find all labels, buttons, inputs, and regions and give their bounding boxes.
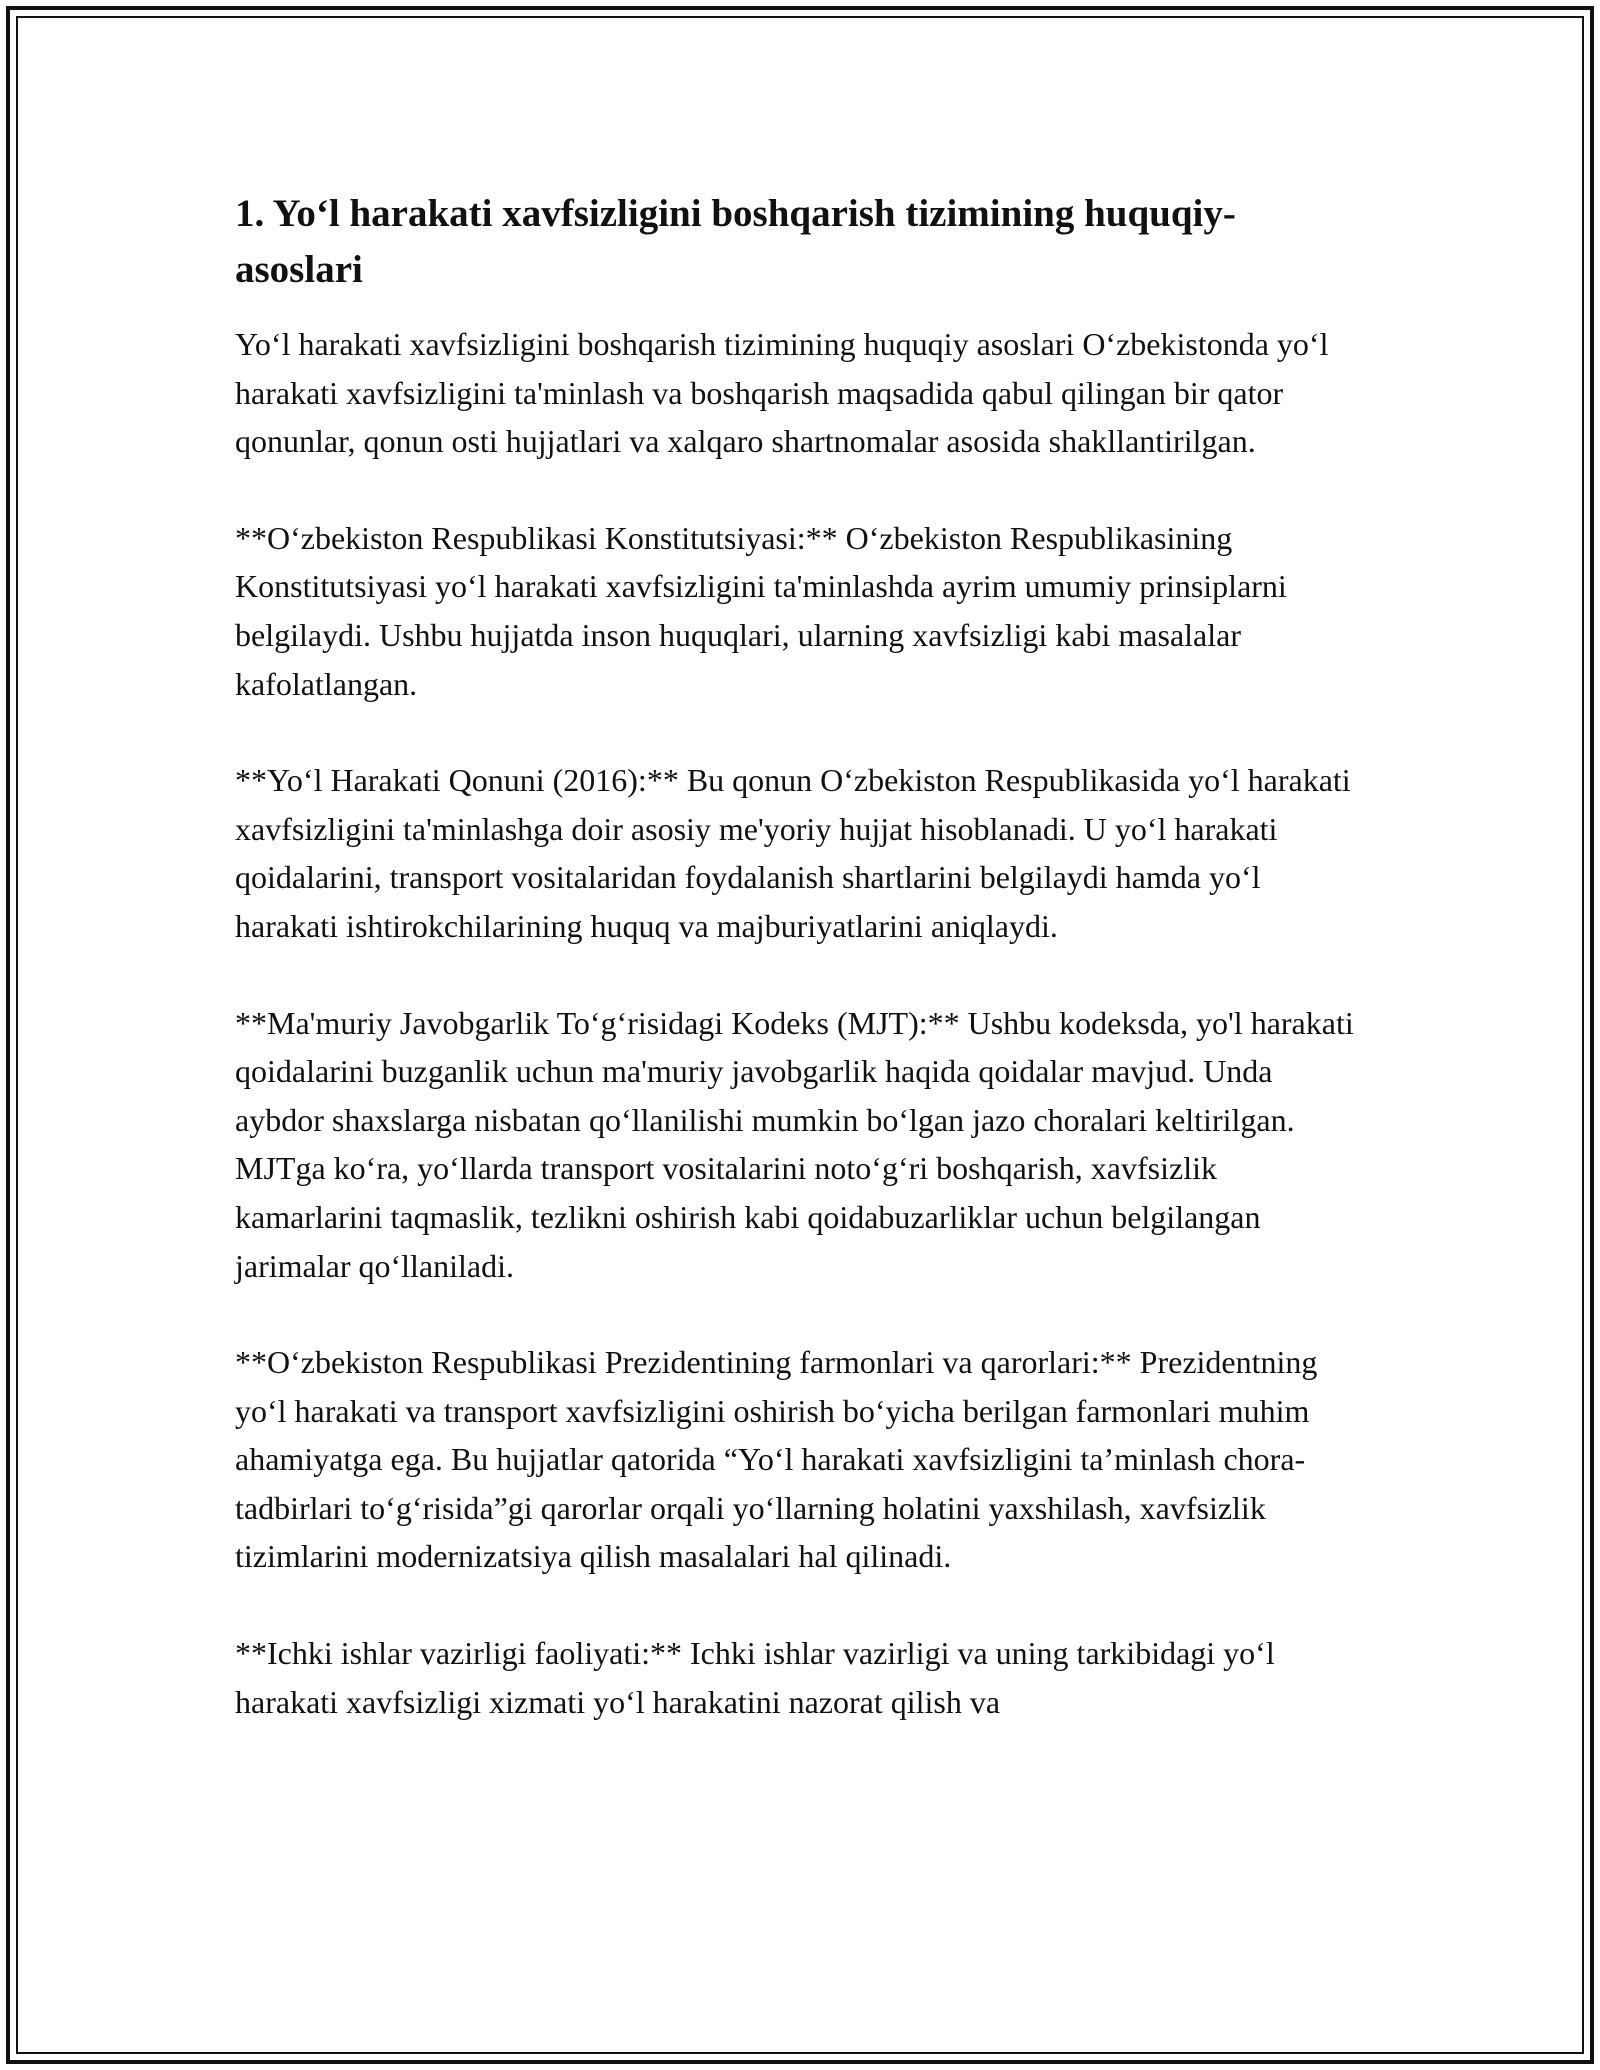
paragraph-intro: Yo‘l harakati xavfsizligini boshqarish tizimining huquqiy asoslari O‘zbekistonda yo‘l harakati xavfsizligini ta'minlash va boshqarish maqsadida qabul qilingan bir qator qonunlar, qonun osti hujjatlari va xalqaro shartnomalar asosida shakllantirilgan. xyxy=(235,326,1329,460)
document-body xyxy=(235,186,1365,1774)
paragraph-presidential-decrees: **O‘zbekiston Respublikasi Prezidentining farmonlari va qarorlari:** Prezidentning yo‘l harakati va transport xavfsizligini oshirish bo‘yicha berilgan farmonlari muhim ahamiyatga ega. Bu hujjatlar qatorida “Yo‘l harakati xavfsizligini ta’minlash chora-tadbirlari to‘g‘risida”gi qarorlar orqali yo‘llarning holatini yaxshilash, xavfsizlik tizimlarini modernizatsiya qilish masalalari hal qilinadi. xyxy=(235,1344,1318,1575)
section-heading: 1. Yo‘l harakati xavfsizligini boshqarish tizimining huquqiy- asoslari xyxy=(235,192,1236,291)
paragraph-constitution: **O‘zbekiston Respublikasi Konstitutsiyasi:** O‘zbekiston Respublikasining Konstitutsiyasi yo‘l harakati xavfsizligini ta'minlashda ayrim umumiy prinsiplarni belgilaydi. Ushbu hujjatda inson huquqlari, ularning xavfsizligi kabi masalalar kafolatlangan. xyxy=(235,519,1287,702)
paragraph-interior-ministry: **Ichki ishlar vazirligi faoliyati:** Ichki ishlar vazirligi va uning tarkibidagi yo‘l harakati xavfsizligi xizmati yo‘l harakatini nazorat qilish va xyxy=(235,1635,1275,1720)
paragraph-administrative-code: **Ma'muriy Javobgarlik To‘g‘risidagi Kodeks (MJT):** Ushbu kodeksda, yo'l harakati qoidalarini buzganlik uchun ma'muriy javobgarlik haqida qoidalar mavjud. Unda aybdor shaxslarga nisbatan qo‘llanilishi mumkin bo‘lgan jazo choralari keltirilgan. MJTga ko‘ra, yo‘llarda transport vositalarini noto‘g‘ri boshqarish, xavfsizlik kamarlarini taqmaslik, tezlikni oshirish kabi qoidabuzarliklar uchun belgilangan jarimalar qo‘llaniladi. xyxy=(235,1004,1354,1284)
paragraph-traffic-law: **Yo‘l Harakati Qonuni (2016):** Bu qonun O‘zbekiston Respublikasida yo‘l harakati xavfsizligini ta'minlashga doir asosiy me'yoriy hujjat hisoblanadi. U yo‘l harakati qoidalarini, transport vositalaridan foydalanish shartlarini belgilaydi hamda yo‘l harakati ishtirokchilarining huquq va majburiyatlarini aniqlaydi. xyxy=(235,762,1351,944)
